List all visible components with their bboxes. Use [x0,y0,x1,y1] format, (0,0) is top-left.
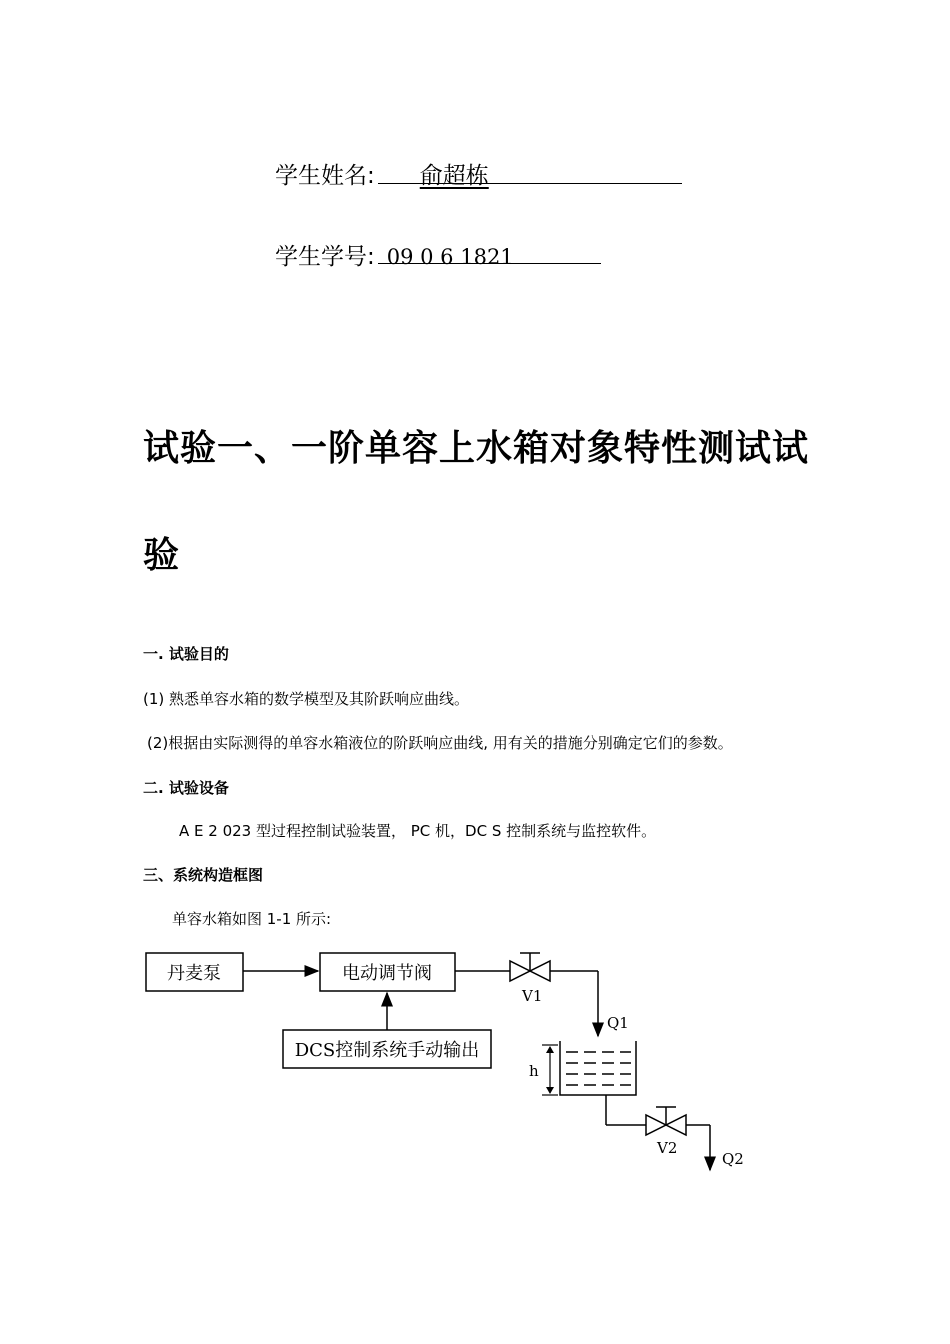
page-title-line2: 验 [143,535,181,576]
dcs-label: DCS控制系统手动输出 [294,1040,480,1061]
water-lines [566,1052,631,1085]
student-id-label: 学生学号: [275,244,375,270]
q1-label: Q1 [607,1014,629,1032]
v1-label: V1 [522,987,543,1005]
section1-item1: (1) 熟悉单容水箱的数学模型及其阶跃响应曲线。 [143,690,470,708]
h-arrow-up [546,1046,554,1053]
section3-intro: 单容水箱如图 1-1 所示: [172,910,332,928]
section3-heading: 三、系统构造框图 [143,866,264,884]
section2-heading: 二. 试验设备 [143,779,229,797]
q2-label: Q2 [722,1150,744,1168]
section2-text: A E 2 023 型过程控制试验装置， PC 机，DC S 控制系统与监控软件。 [179,822,657,840]
section1-heading: 一. 试验目的 [143,645,229,663]
h-arrow-down [546,1087,554,1094]
page-title-line1: 试验一、一阶单容上水箱对象特性测试试 [143,428,810,469]
h-label: h [529,1062,539,1080]
student-id-value: 09 0 6 1821 [386,245,514,269]
student-name-text: 俞超栋 [419,163,489,189]
electric-valve-label: 电动调节阀 [342,963,432,984]
v2-label: V2 [657,1139,678,1157]
section1-item2: (2)根据由实际测得的单容水箱液位的阶跃响应曲线, 用有关的措施分别确定它们的参数。 [147,734,733,752]
pump-label: 丹麦泵 [167,963,221,984]
water-tank [560,1041,636,1095]
student-name-label: 学生姓名: [275,163,375,189]
